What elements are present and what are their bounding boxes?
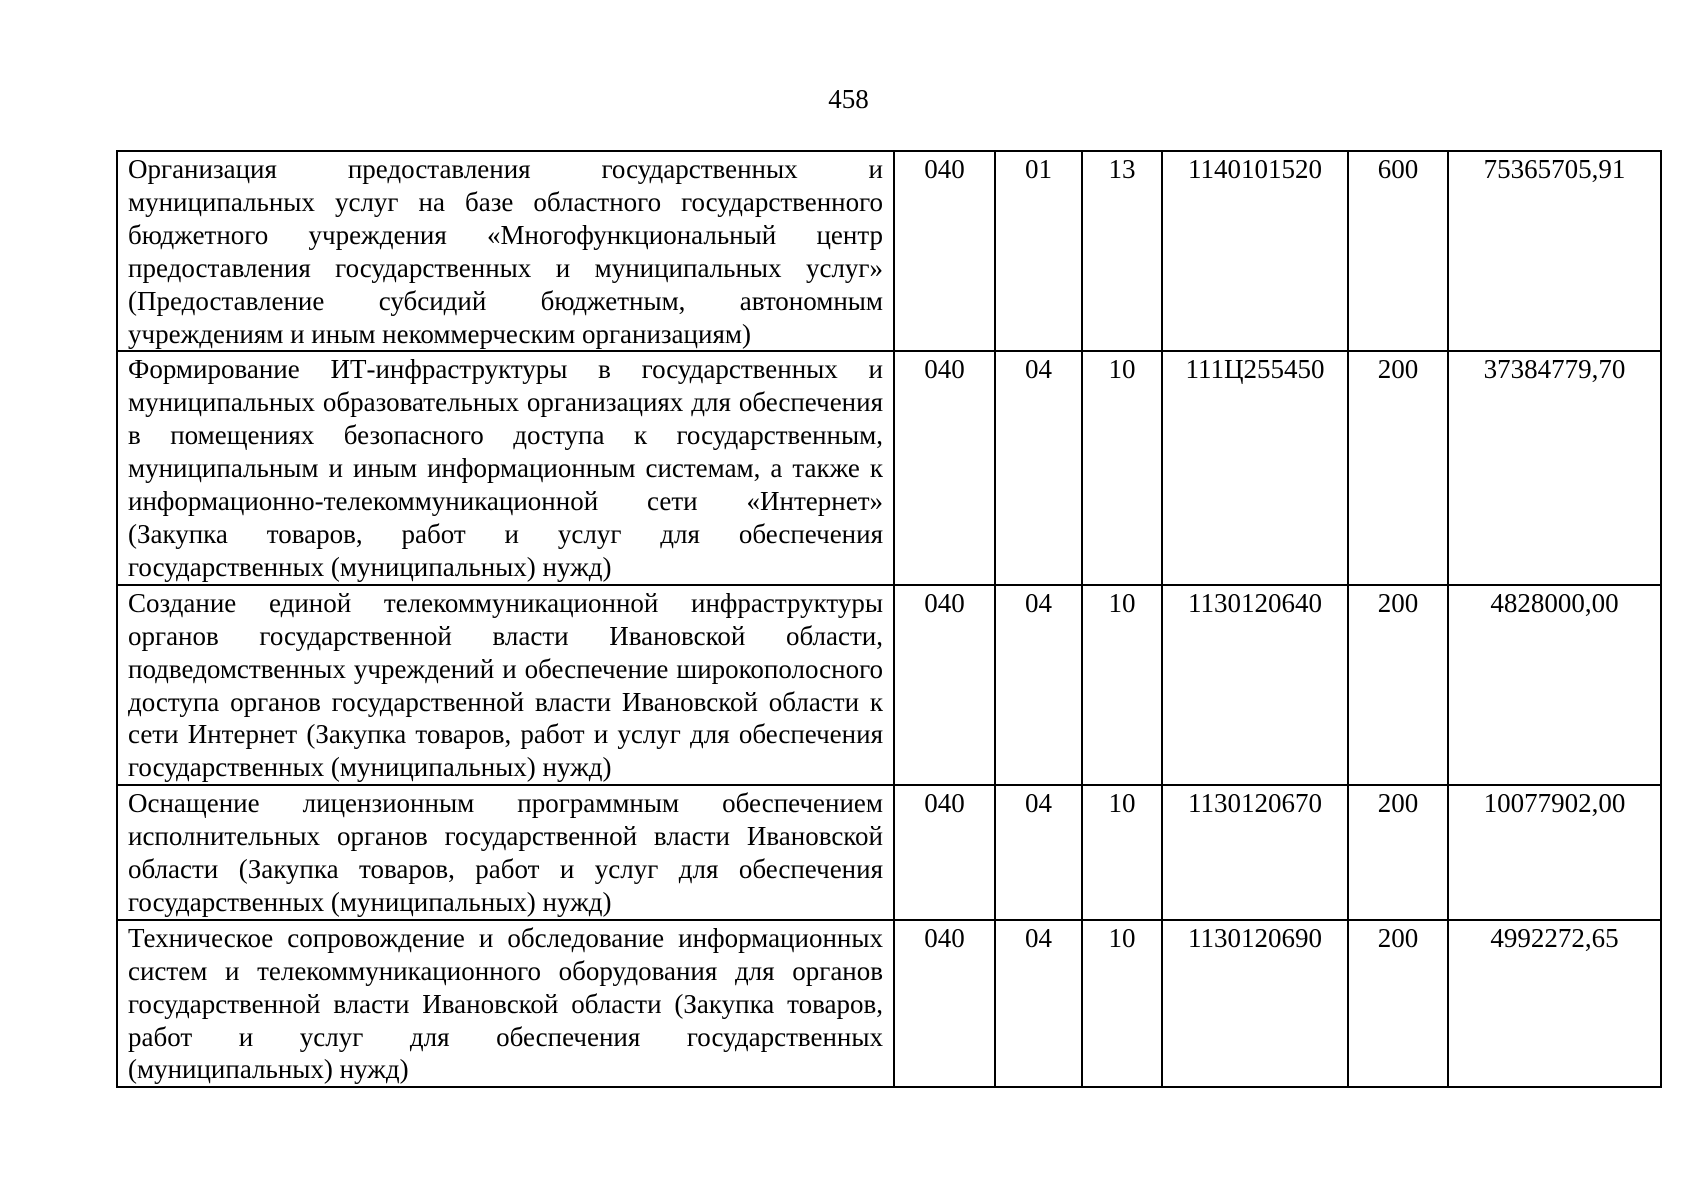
- ministry-code-cell: 040: [894, 151, 995, 351]
- expense-name-cell: Формирование ИТ-инфраструктуры в государственных и муниципальных образовательных организациях для обеспечения в помещениях безопасного доступа к государственным, муниципальным и иным информационным системам, а также к информационно-телекоммуникационной сети «Интернет» (Закупка товаров, работ и услуг для обеспечения государственных (муниципальных) нужд): [117, 351, 894, 584]
- section-code-cell: 04: [995, 785, 1082, 920]
- amount-cell: 37384779,70: [1448, 351, 1661, 584]
- expense-name-cell: Оснащение лицензионным программным обеспечением исполнительных органов государственной власти Ивановской области (Закупка товаров, работ и услуг для обеспечения государственных (муниципальных) нужд): [117, 785, 894, 920]
- expense-type-code-cell: 200: [1348, 351, 1448, 584]
- expense-name-cell: Техническое сопровождение и обследование информационных систем и телекоммуникационного оборудования для органов государственной власти Ивановской области (Закупка товаров, работ и услуг для обеспечения государственных (муниципальных) нужд): [117, 920, 894, 1088]
- section-code-cell: 04: [995, 920, 1082, 1088]
- ministry-code-cell: 040: [894, 920, 995, 1088]
- expense-type-code-cell: 200: [1348, 920, 1448, 1088]
- table-row: [117, 920, 1661, 1088]
- subsection-code-cell: 10: [1082, 920, 1162, 1088]
- target-item-code-cell: 1130120640: [1162, 585, 1348, 785]
- target-item-code-cell: 1140101520: [1162, 151, 1348, 351]
- table-row: [117, 351, 1661, 584]
- table-row: [117, 151, 1661, 351]
- target-item-code-cell: 111Ц255450: [1162, 351, 1348, 584]
- subsection-code-cell: 10: [1082, 585, 1162, 785]
- amount-cell: 75365705,91: [1448, 151, 1661, 351]
- subsection-code-cell: 10: [1082, 351, 1162, 584]
- expense-type-code-cell: 600: [1348, 151, 1448, 351]
- subsection-code-cell: 13: [1082, 151, 1162, 351]
- amount-cell: 4828000,00: [1448, 585, 1661, 785]
- expense-name-cell: Создание единой телекоммуникационной инфраструктуры органов государственной власти Ивановской области, подведомственных учреждений и обеспечение широкополосного доступа органов государственной власти Ивановской области к сети Интернет (Закупка товаров, работ и услуг для обеспечения государственных (муниципальных) нужд): [117, 585, 894, 785]
- section-code-cell: 04: [995, 351, 1082, 584]
- expense-name-cell: Организация предоставления государственных и муниципальных услуг на базе областного государственного бюджетного учреждения «Многофункциональный центр предоставления государственных и муниципальных услуг» (Предоставление субсидий бюджетным, автономным учреждениям и иным некоммерческим организациям): [117, 151, 894, 351]
- section-code-cell: 04: [995, 585, 1082, 785]
- amount-cell: 10077902,00: [1448, 785, 1661, 920]
- ministry-code-cell: 040: [894, 785, 995, 920]
- amount-cell: 4992272,65: [1448, 920, 1661, 1088]
- subsection-code-cell: 10: [1082, 785, 1162, 920]
- target-item-code-cell: 1130120670: [1162, 785, 1348, 920]
- target-item-code-cell: 1130120690: [1162, 920, 1348, 1088]
- page-number: 458: [828, 84, 869, 114]
- budget-table: [116, 150, 1662, 1088]
- expense-type-code-cell: 200: [1348, 585, 1448, 785]
- section-code-cell: 01: [995, 151, 1082, 351]
- ministry-code-cell: 040: [894, 351, 995, 584]
- table-row: [117, 785, 1661, 920]
- table-row: [117, 585, 1661, 785]
- expense-type-code-cell: 200: [1348, 785, 1448, 920]
- ministry-code-cell: 040: [894, 585, 995, 785]
- budget-table-body: [117, 151, 1661, 1087]
